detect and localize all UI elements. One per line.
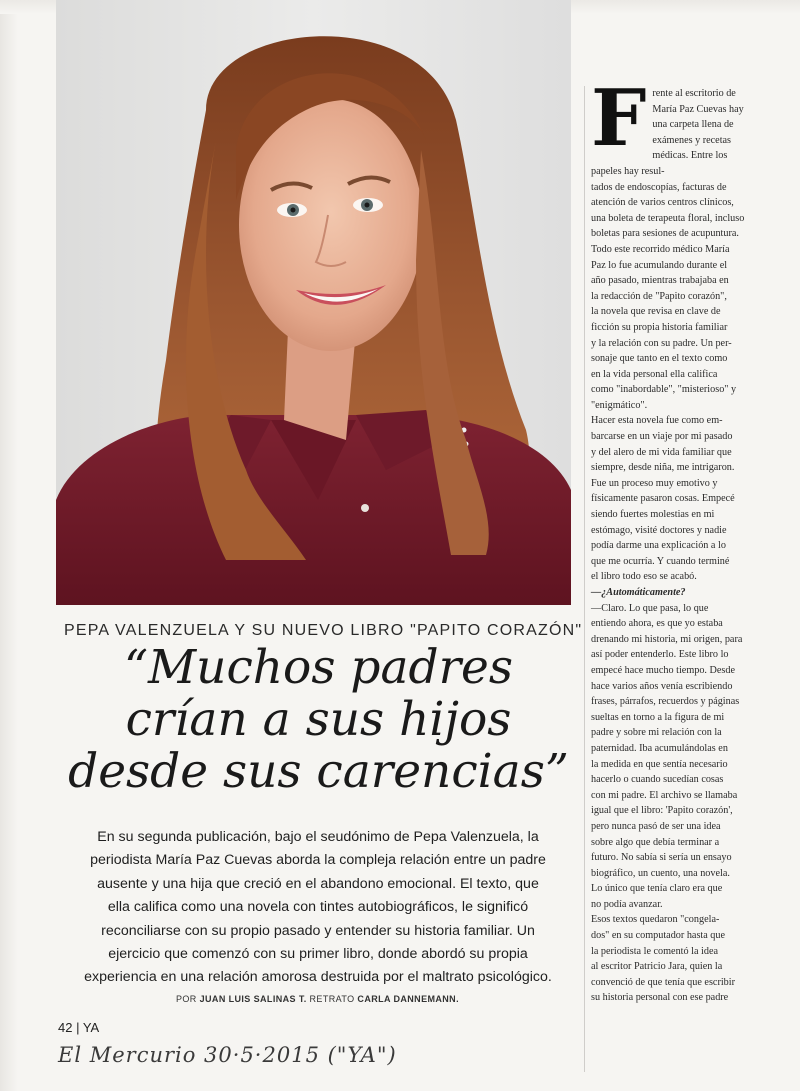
column-text-line: Paz lo fue acumulando durante el (591, 259, 728, 271)
column-text-line: Lo único que tenía claro era que (591, 883, 723, 895)
column-text-line: —¿Automáticamente? (591, 587, 686, 598)
column-text-line: entiendo ahora, es que yo estaba (591, 618, 723, 630)
column-text-line: como "inabordable", "misterioso" y (591, 384, 737, 396)
drop-cap: F (591, 73, 647, 164)
article-headline (56, 642, 581, 798)
column-text-line: "enigmático". (591, 399, 648, 411)
column-text-line: padre y sobre mi relación con la (591, 727, 722, 739)
column-text-line: atención de varios centros clínicos, (591, 197, 734, 209)
column-text-line: drenando mi historia, mi origen, para (591, 633, 743, 645)
column-text-line: y del alero de mi vida familiar que (591, 446, 732, 458)
byline (176, 994, 556, 1004)
column-text-line: siempre, desde niña, me intrigaron. (591, 462, 735, 474)
headline-line: crían a sus hijos (125, 692, 512, 747)
column-text-line: año pasado, mientras trabajaba en (591, 275, 729, 287)
column-text-line: médicas. Entre los (652, 150, 728, 162)
portrait-photo (56, 0, 571, 605)
column-text-line: y la relación con su padre. Un per- (591, 337, 732, 349)
column-text-line: hace varios años venía escribiendo (591, 680, 733, 692)
column-text-line: pero nunca pasó de ser una idea (591, 820, 721, 832)
column-text-line: que me ocurría. Y cuando terminé (591, 555, 730, 567)
portrait-illustration (56, 0, 571, 605)
lead-line: reconciliarse con su propio pasado y entender su historia familiar. Un (101, 922, 535, 939)
page-folio: 42 | YA (58, 1020, 100, 1035)
column-text-line: —Claro. Lo que pasa, lo que (591, 602, 709, 614)
lead-line: experiencia en una relación amorosa destruida por el maltrato psicológico. (84, 969, 552, 986)
lead-line: ella califica como una novela con tintes autobiográficos, le significó (107, 899, 529, 916)
column-text-line: paternidad. Iba acumulándolas en (591, 742, 728, 754)
column-text-line: Esos textos quedaron "congela- (591, 914, 720, 926)
column-text-line: una boleta de terapeuta floral, incluso (591, 212, 745, 224)
column-text-line: ficción su propia historia familiar (591, 321, 728, 333)
column-text-line: la redacción de "Papito corazón", (591, 290, 727, 302)
column-text-line: el libro todo eso se acabó. (591, 571, 697, 583)
column-text-line: físicamente pasaron cosas. Empecé (591, 493, 735, 505)
handwritten-source-note: El Mercurio 30·5·2015 ("YA") (58, 1043, 397, 1067)
column-text-line: igual que el libro: 'Papito corazón', (591, 805, 733, 817)
byline-author: JUAN LUIS SALINAS T. (199, 994, 307, 1004)
column-text-line: María Paz Cuevas hay (652, 103, 744, 115)
headline-line: desde sus carencias” (68, 744, 569, 799)
column-text-line: exámenes y recetas (652, 134, 732, 146)
column-text-line: así poder entenderlo. Este libro lo (591, 649, 729, 661)
byline-prefix: POR (176, 994, 197, 1004)
column-text-line: Todo este recorrido médico María (591, 243, 730, 255)
column-text-line: hacerlo o cuando sucedían cosas (591, 774, 724, 786)
scan-edge (0, 0, 18, 1091)
lead-line: periodista María Paz Cuevas aborda la compleja relación entre un padre (90, 852, 546, 869)
column-text-line: al escritor Patricio Jara, quien la (591, 961, 723, 973)
column-text-line: la medida en que sentía necesario (591, 758, 728, 770)
column-text-line: sobre algo que debía terminar a (591, 836, 720, 848)
column-text-line: dos" en su computador hasta que (591, 930, 726, 942)
column-text-line: sueltas en torno a la figura de mi (591, 711, 725, 723)
lead-line: ausente y una hija que creció en el abandono emocional. El texto, que (97, 875, 539, 892)
column-text-line: convenció de que tenía que escribir (591, 976, 735, 988)
lead-line: ejercicio que comenzó con su primer libro, donde abordó su propia (108, 946, 528, 963)
column-divider (584, 86, 585, 1072)
column-text-line: podía darme una explicación a lo (591, 540, 726, 552)
byline-photographer: CARLA DANNEMANN. (357, 994, 459, 1004)
column-text-line: siendo fuertes molestias en mi (591, 509, 715, 521)
column-text-line: Fue un proceso muy emotivo y (591, 477, 718, 489)
column-text-line: futuro. No sabía si sería un ensayo (591, 852, 732, 864)
column-text-line: sonaje que tanto en el texto como (591, 353, 728, 365)
column-text-line: con mi padre. El archivo se llamaba (591, 789, 738, 801)
article-kicker: PEPA VALENZUELA Y SU NUEVO LIBRO "PAPITO CORAZÓN" (64, 622, 583, 639)
headline-line: “Muchos padres (124, 640, 513, 695)
column-text-line: la novela que revisa en clave de (591, 306, 721, 318)
article-body-column (591, 73, 763, 1006)
column-text-line: papeles hay resul- (591, 165, 665, 177)
column-text-line: biográfico, un cuento, una novela. (591, 867, 730, 879)
column-text-line: tados de endoscopías, facturas de (591, 181, 727, 193)
column-text-line: estómago, visité doctores y nadie (591, 524, 727, 536)
column-text-line: empecé hace mucho tiempo. Desde (591, 664, 735, 676)
column-text-line: una carpeta llena de (652, 119, 734, 131)
column-text-line: su historia personal con ese padre (591, 992, 729, 1004)
column-text-line: la periodista le comentó la idea (591, 945, 719, 957)
column-text-line: boletas para sesiones de acupuntura. (591, 228, 739, 240)
column-text-line: barcarse en un viaje por mi pasado (591, 431, 733, 443)
byline-photo-prefix: RETRATO (309, 994, 355, 1004)
article-lead (58, 826, 578, 990)
column-text-line: frases, párrafos, recuerdos y páginas (591, 696, 740, 708)
column-text-line: no podía avanzar. (591, 898, 663, 910)
column-text-line: Hacer esta novela fue como em- (591, 415, 723, 427)
lead-line: En su segunda publicación, bajo el seudónimo de Pepa Valenzuela, la (97, 829, 539, 845)
column-text-line: rente al escritorio de (652, 88, 736, 99)
column-text-line: en la vida personal ella califica (591, 368, 718, 380)
